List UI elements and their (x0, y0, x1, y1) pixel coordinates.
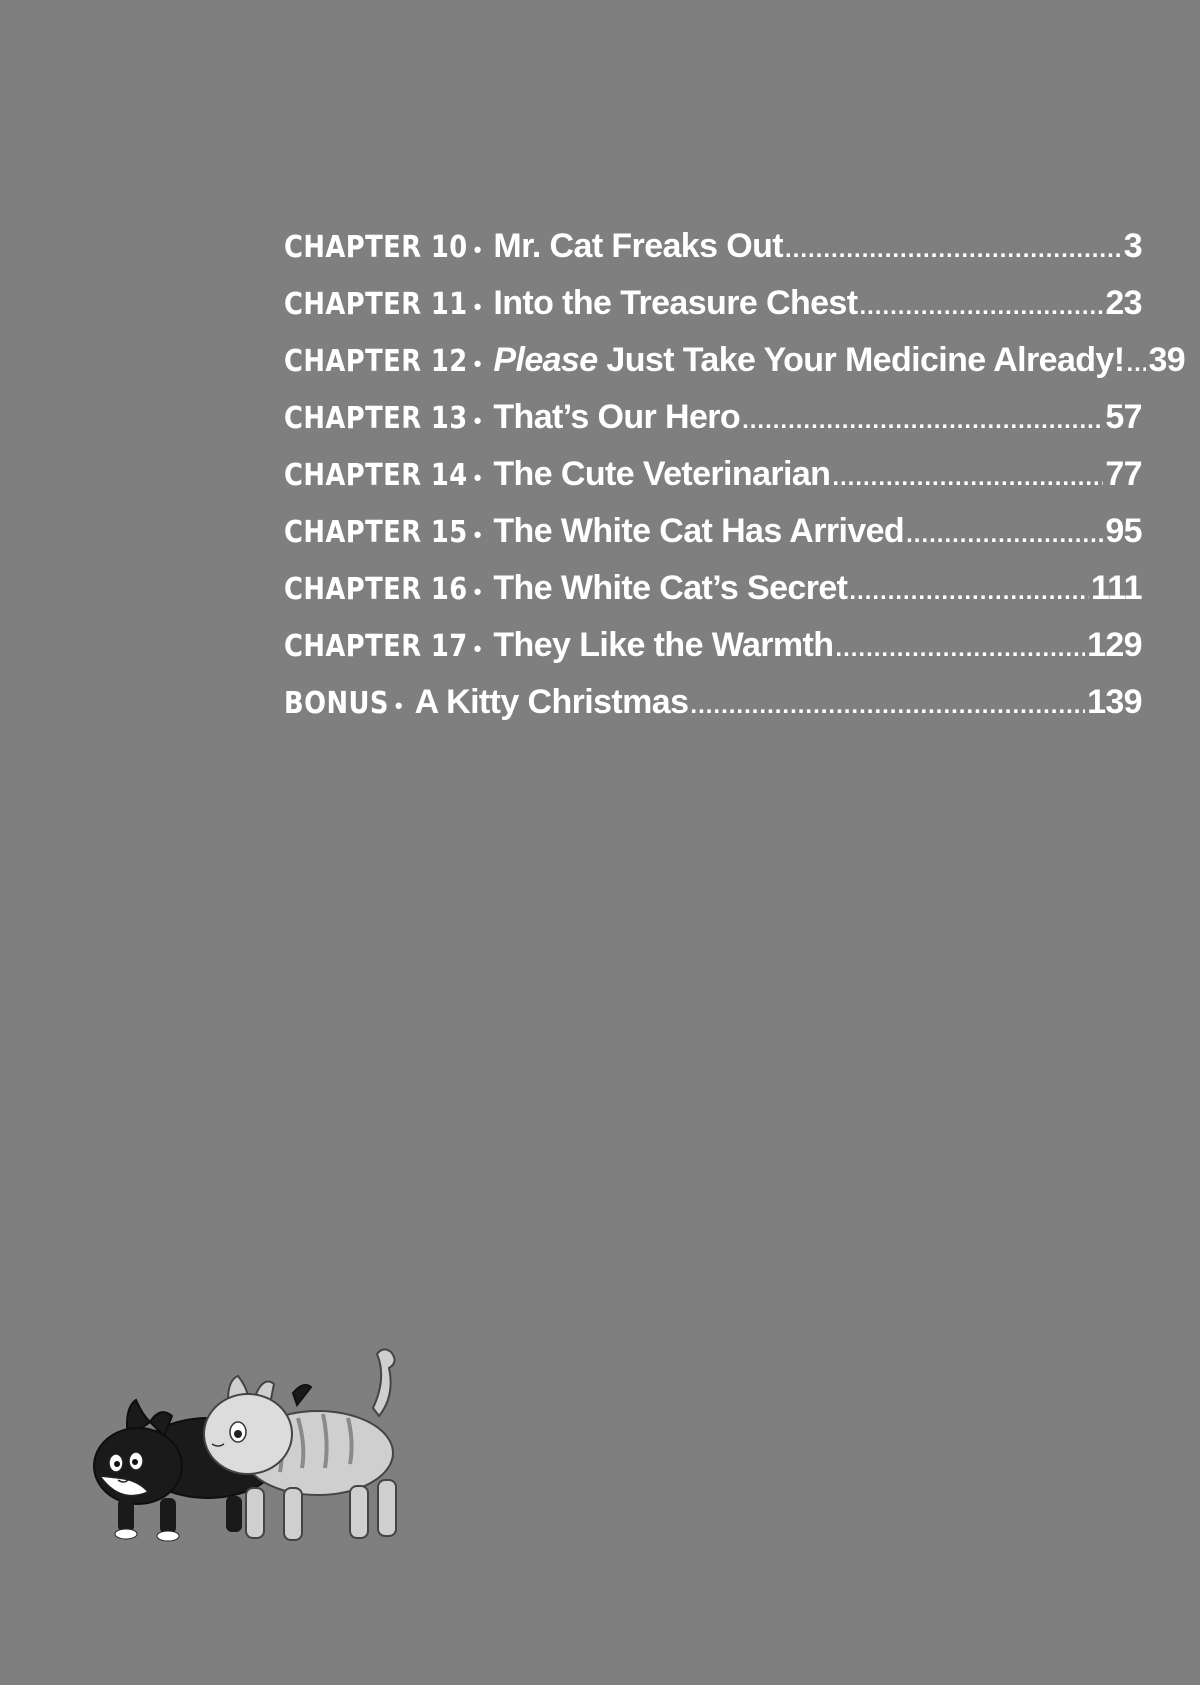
dot-leader (835, 635, 1085, 663)
chapter-label: CHAPTER 13 (284, 401, 468, 436)
dot-leader (859, 293, 1103, 321)
chapter-title-rest: Just Take Your Medicine Already! (597, 341, 1125, 379)
toc-entry (284, 683, 1142, 740)
chapter-label: CHAPTER 16 (284, 572, 468, 607)
separator-dot: • (473, 522, 482, 547)
chapter-title: The White Cat Has Arrived (493, 512, 905, 550)
chapter-title: Mr. Cat Freaks Out (493, 227, 784, 265)
chapter-label: CHAPTER 17 (284, 629, 468, 664)
page-number: 23 (1105, 284, 1142, 322)
separator-dot: • (473, 579, 482, 604)
dot-leader (785, 236, 1122, 264)
page-number: 111 (1090, 569, 1142, 607)
page-number: 95 (1105, 512, 1142, 550)
chapter-label: CHAPTER 12 (284, 344, 468, 379)
dot-leader (832, 464, 1103, 492)
page-number: 3 (1123, 227, 1142, 265)
table-of-contents (284, 227, 1186, 740)
toc-entry (284, 341, 1186, 398)
chapter-label: CHAPTER 11 (284, 287, 468, 322)
toc-entry (284, 227, 1142, 284)
dot-leader (690, 692, 1085, 720)
separator-dot: • (473, 636, 482, 661)
chapter-title: That’s Our Hero (493, 398, 741, 436)
toc-entry (284, 455, 1142, 512)
separator-dot: • (473, 465, 482, 490)
page-number: 129 (1087, 626, 1142, 664)
separator-dot: • (473, 294, 482, 319)
page-number: 57 (1105, 398, 1142, 436)
chapter-title: They Like the Warmth (493, 626, 834, 664)
dot-leader (906, 521, 1103, 549)
chapter-label: CHAPTER 10 (284, 230, 468, 265)
toc-entry (284, 512, 1142, 569)
chapter-label: CHAPTER 15 (284, 515, 468, 550)
dot-leader (1126, 350, 1146, 378)
chapter-title: Into the Treasure Chest (493, 284, 858, 322)
page-number: 139 (1087, 683, 1142, 721)
toc-entry (284, 398, 1142, 455)
page-number: 77 (1105, 455, 1142, 493)
toc-entry (284, 284, 1142, 341)
dot-leader (742, 407, 1103, 435)
chapter-title: The White Cat’s Secret (493, 569, 848, 607)
separator-dot: • (473, 408, 482, 433)
separator-dot: • (473, 237, 482, 262)
separator-dot: • (473, 351, 482, 376)
chapter-title: A Kitty Christmas (414, 683, 689, 721)
toc-entry (284, 569, 1142, 626)
toc-entry (284, 626, 1142, 683)
bonus-label: BONUS (284, 686, 389, 721)
dot-leader (849, 578, 1088, 606)
chapter-title: The Cute Veterinarian (493, 455, 831, 493)
chapter-title-emphasis: Please (493, 341, 598, 379)
chapter-title (493, 341, 1124, 380)
cats-illustration (88, 1348, 448, 1568)
separator-dot: • (394, 693, 403, 718)
chapter-label: CHAPTER 14 (284, 458, 468, 493)
page-number: 39 (1148, 341, 1186, 379)
